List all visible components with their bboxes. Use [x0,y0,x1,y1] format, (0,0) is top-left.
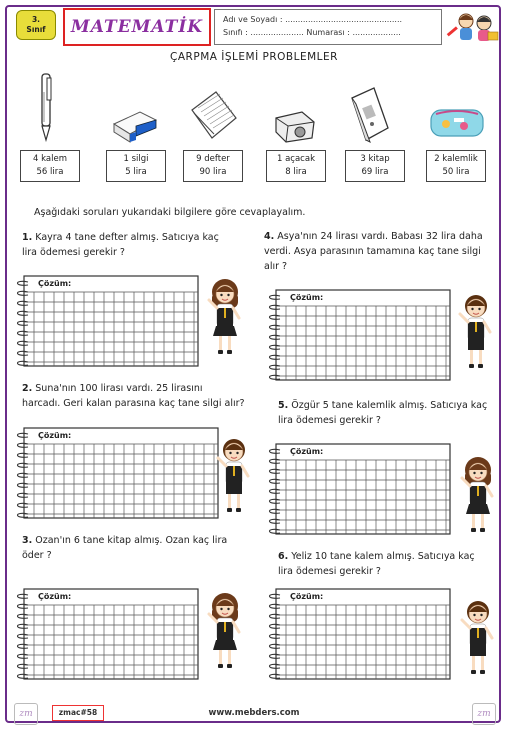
boy-character-icon [214,436,254,516]
question-text: lira ödemesi gerekir ? [278,415,381,426]
class-number-field[interactable]: Sınıfı : ..................... Numarası : ................... [223,28,401,37]
student-info-box [214,9,442,45]
solution-label: Çözüm: [38,592,72,601]
sharpener-icon [272,108,318,144]
solution-label: Çözüm: [290,293,324,302]
pencil-case-icon [428,104,486,140]
book-icon [348,84,392,146]
item-price: 56 lira [36,167,64,177]
item-price: 69 lira [361,167,389,177]
item-box-eraser [106,150,166,182]
question-text: lira ödemesi gerekir ? [22,247,125,258]
question-text: harcadı. Geri kalan parasına kaç tane silgi alır? [22,398,245,409]
subject-title: MATEMATİK [70,17,204,37]
notebook-icon [186,88,240,144]
solution-label: Çözüm: [290,592,324,601]
footer-logo-left: zm [14,703,38,725]
item-box-pencil-case [426,150,486,182]
item-quantity: 1 silgi [123,154,149,164]
solution-label: Çözüm: [290,447,324,456]
question-text: alır ? [264,261,288,272]
item-box-pen [20,150,80,182]
item-price: 5 lira [125,167,147,177]
grade-badge [16,10,56,40]
question-text: verdi. Asya parasının tamamına kaç tane silgi [264,246,481,257]
question-number: 2. [22,383,33,394]
instruction-text: Aşağıdaki soruları yukarıdaki bilgilere göre cevaplayalım. [34,207,306,218]
footer-website[interactable]: www.mebders.com [208,708,300,718]
question-text: Asya'nın 24 lirası vardı. Babası 32 lira daha [277,231,483,242]
question-number: 6. [278,551,289,562]
girl-character-icon [205,592,245,672]
page-title: ÇARPMA İŞLEMİ PROBLEMLER [170,51,338,63]
question-6 [278,549,503,579]
item-price: 90 lira [199,167,227,177]
question-text: Kayra 4 tane defter almış. Satıcıya kaç [35,232,219,243]
question-5 [278,398,503,428]
girl-character-icon [205,278,245,358]
question-text: lira ödemesi gerekir ? [278,566,381,577]
question-3 [22,533,257,563]
grade-number: 3. [31,15,41,24]
item-box-sharpener [266,150,326,182]
question-number: 4. [264,231,275,242]
item-price: 50 lira [442,167,470,177]
item-price: 8 lira [285,167,307,177]
item-quantity: 2 kalemlik [434,154,478,164]
question-4 [264,229,504,274]
question-number: 5. [278,400,289,411]
item-quantity: 1 açacak [276,154,315,164]
item-box-notebook [183,150,243,182]
boy-character-icon [458,598,498,678]
boy-character-icon [456,292,496,372]
subject-title-box [63,8,211,46]
worksheet-code: zmac#58 [52,705,104,721]
question-text: öder ? [22,550,52,561]
name-field[interactable]: Adı ve Soyadı : .............................................. [223,15,403,24]
pen-icon [36,72,56,144]
item-quantity: 4 kalem [33,154,67,164]
question-number: 1. [22,232,33,243]
grade-label: Sınıf [26,25,46,34]
solution-label: Çözüm: [38,431,72,440]
children-icon [444,8,500,44]
footer-logo-right: zm [472,703,496,725]
item-quantity: 9 defter [196,154,230,164]
solution-label: Çözüm: [38,279,72,288]
question-number: 3. [22,535,33,546]
question-2 [22,381,262,411]
question-text: Suna'nın 100 lirası vardı. 25 lirasını [35,383,203,394]
girl-character-icon [458,456,498,536]
question-text: Özgür 5 tane kalemlik almış. Satıcıya kaç [291,400,488,411]
item-box-book [345,150,405,182]
question-text: Ozan'ın 6 tane kitap almış. Ozan kaç lira [35,535,228,546]
question-1 [22,230,257,260]
item-quantity: 3 kitap [360,154,390,164]
eraser-icon [110,106,160,144]
question-text: Yeliz 10 tane kalem almış. Satıcıya kaç [291,551,475,562]
